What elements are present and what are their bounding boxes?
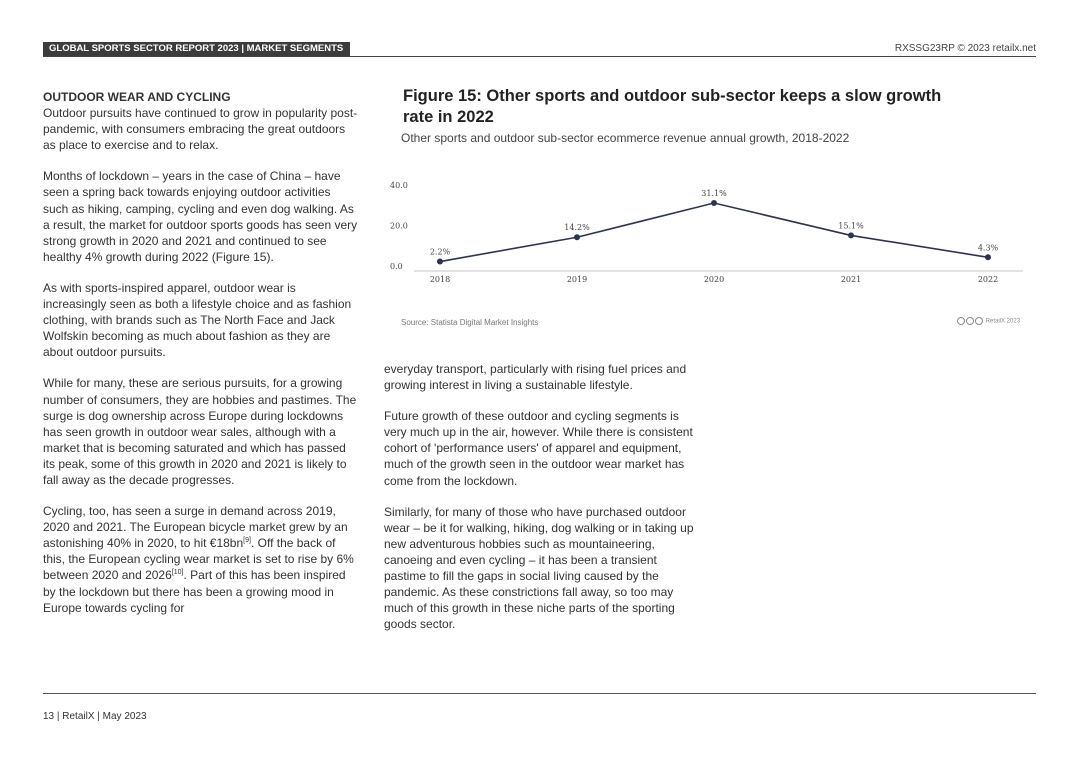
data-label: 31.1% bbox=[701, 189, 727, 199]
data-label: 15.1% bbox=[838, 221, 864, 231]
section-heading: OUTDOOR WEAR AND CYCLING bbox=[43, 90, 231, 104]
page-footer: 13 | RetailX | May 2023 bbox=[43, 711, 147, 722]
cc-icon bbox=[957, 317, 965, 325]
by-icon bbox=[966, 317, 974, 325]
cycling-text-part-2: . Off the back of this, the European cycling wear market is set to rise by 6% between 2020 and 2026 bbox=[43, 536, 354, 583]
growth-series-line bbox=[440, 203, 988, 262]
middle-paragraph-3: Similarly, for many of those who have purchased outdoor wear – be it for walking, hiking, dog walking or in taking up new adventurous hobbies such as mountaineering, canoeing and even cycling – it has been a transient pastime to fill the gaps in social living caused by the pandemic. As these constrictions fall away, so too may much of this growth in these niche parts of the sporting goods sector. bbox=[384, 504, 694, 632]
header-divider bbox=[43, 56, 1036, 57]
middle-paragraph-1: everyday transport, particularly with rising fuel prices and growing interest in living a sustainable lifestyle. bbox=[384, 362, 687, 393]
y-tick-label: 0.0 bbox=[390, 262, 403, 271]
left-text-column bbox=[43, 89, 359, 631]
credit-text: RetailX 2023 bbox=[985, 318, 1021, 325]
chart-credit bbox=[957, 317, 1020, 325]
data-point bbox=[848, 232, 854, 238]
x-tick-label: 2022 bbox=[977, 275, 999, 284]
data-point bbox=[711, 200, 717, 206]
y-tick-label: 20.0 bbox=[390, 221, 408, 231]
x-tick-label: 2019 bbox=[566, 275, 588, 284]
footnote-ref-9: [9] bbox=[243, 537, 251, 545]
middle-paragraph-2: Future growth of these outdoor and cycling segments is very much up in the air, however. While there is consistent cohort of 'performance users' of apparel and equipment, much of the growth seen in the outdoor wear market has come from the lockdown. bbox=[384, 409, 693, 488]
x-tick-label: 2018 bbox=[429, 275, 451, 284]
report-section-label: GLOBAL SPORTS SECTOR REPORT 2023 | MARKET SEGMENTS bbox=[43, 42, 350, 56]
cycling-text-part-3: . Part of this has been inspired by the lockdown but there has been a growing mood in Europe towards cycling for bbox=[43, 568, 346, 615]
data-label: 14.2% bbox=[564, 223, 590, 233]
x-tick-label: 2020 bbox=[703, 275, 725, 284]
y-tick-label: 40.0 bbox=[390, 181, 408, 190]
chart-source: Source: Statista Digital Market Insights bbox=[401, 318, 539, 327]
nd-icon bbox=[975, 317, 983, 325]
left-paragraph-3: As with sports-inspired apparel, outdoor wear is increasingly seen as both a lifestyle choice and as fashion clothing, with brands such as The North Face and Jack Wolfskin becoming as much about fashion as they are about outdoor pursuits. bbox=[43, 280, 352, 360]
report-code: RXSSG23RP © 2023 retailx.net bbox=[894, 43, 1036, 54]
data-label: 2.2% bbox=[429, 247, 451, 257]
growth-line-chart bbox=[378, 170, 1038, 295]
figure-subtitle: Other sports and outdoor sub-sector ecommerce revenue annual growth, 2018-2022 bbox=[401, 131, 850, 145]
left-paragraph-5 bbox=[43, 503, 359, 616]
left-paragraph-1: Outdoor pursuits have continued to grow in popularity post-pandemic, with consumers embracing the great outdoors as place to exercise and to relax. bbox=[43, 106, 358, 153]
footnote-ref-10: [10] bbox=[171, 569, 184, 577]
x-tick-label: 2021 bbox=[840, 275, 862, 284]
left-paragraph-2: Months of lockdown – years in the case of China – have seen a spring back towards enjoying outdoor activities such as hiking, camping, cycling and even dog walking. As a result, the market for outdoor sports goods has seen very strong growth in 2020 and 2021 and continued to see healthy 4% growth during 2022 (Figure 15). bbox=[43, 169, 358, 264]
figure-title: Figure 15: Other sports and outdoor sub-sector keeps a slow growth rate in 2022 bbox=[403, 87, 942, 126]
data-point bbox=[574, 234, 580, 240]
cycling-text-part-1: Cycling, too, has seen a surge in demand across 2019, 2020 and 2021. The European bicycle market grew by an astonishing 40% in 2020, to hit €18bn bbox=[43, 504, 348, 551]
data-point bbox=[985, 254, 991, 260]
data-point bbox=[437, 259, 443, 265]
middle-text-column bbox=[384, 361, 700, 647]
left-paragraph-4: While for many, these are serious pursuits, for a growing number of consumers, they are hobbies and pastimes. The surge is dog ownership across Europe during lockdowns has seen growth in outdoor wear sales, although with a market that is becoming saturated and which has passed its peak, some of this growth in 2020 and 2021 is likely to fall away as the decade progresses. bbox=[43, 376, 357, 487]
footer-divider bbox=[43, 693, 1036, 694]
data-label: 4.3% bbox=[977, 243, 999, 253]
